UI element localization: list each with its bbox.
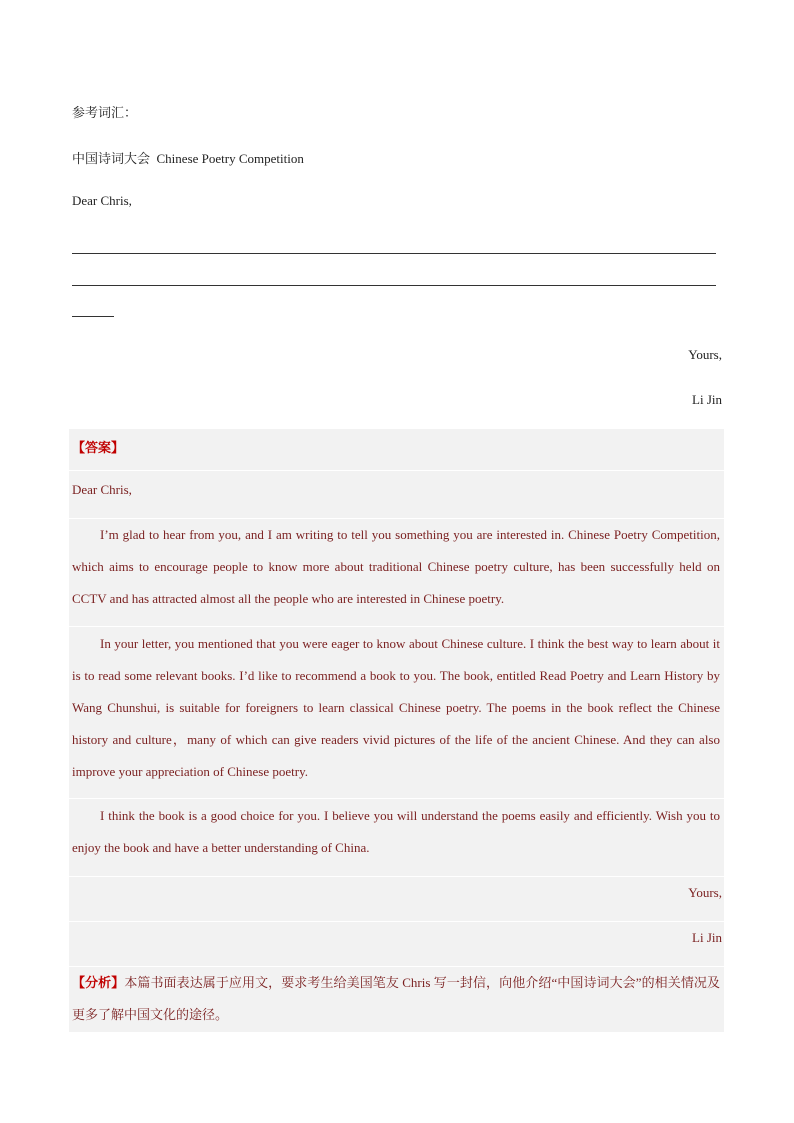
answer-label: 【答案】	[72, 440, 125, 455]
prompt-signature: Li Jin	[692, 392, 722, 407]
prompt-salutation: Dear Chris,	[72, 193, 132, 208]
answer-paragraph-3: I think the book is a good choice for you. I believe you will understand the poems easily and efficiently. Wish you to enjoy the book and have a better understanding of China.	[72, 808, 720, 855]
answer-signature: Li Jin	[692, 930, 722, 945]
answer-line-1	[72, 253, 716, 254]
divider	[69, 921, 724, 922]
divider	[69, 798, 724, 799]
vocab-term-zh: 中国诗词大会	[72, 151, 151, 166]
answer-closing: Yours,	[688, 885, 722, 900]
prompt-closing: Yours,	[688, 347, 722, 362]
divider	[69, 470, 724, 471]
answer-line-2	[72, 285, 716, 286]
vocab-heading: 参考词汇：	[72, 105, 138, 120]
analysis-label: 【分析】	[72, 975, 125, 990]
answer-paragraph-2: In your letter, you mentioned that you were eager to know about Chinese culture. I think the best way to learn about it is to read some relevant books. I’d like to recommend a book to you. The book, entitled Read Poetry and Learn History by Wang Chunshui, is suitable for foreigners to learn classical Chinese poetry. The poems in the book reflect the Chinese history and culture，many of which can give readers vivid pictures of the life of the ancient Chinese. And they can also improve your appreciation of Chinese poetry.	[72, 636, 720, 779]
divider	[69, 626, 724, 627]
vocab-term-en: Chinese Poetry Competition	[156, 151, 304, 166]
answer-line-3	[72, 316, 114, 317]
answer-salutation: Dear Chris,	[72, 482, 132, 497]
analysis-text: 本篇书面表达属于应用文，要求考生给美国笔友 Chris 写一封信，向他介绍“中国诗词大会”的相关情况及更多了解中国文化的途径。	[72, 975, 720, 1022]
divider	[69, 876, 724, 877]
answer-paragraph-1: I’m glad to hear from you, and I am writing to tell you something you are interested in. Chinese Poetry Competition, which aims to encourage people to know more about traditional Chinese poetry culture, has been successfully held on CCTV and has attracted almost all the people who are interested in Chinese poetry.	[72, 527, 720, 606]
analysis	[72, 967, 720, 1031]
vocab-term	[72, 148, 304, 167]
